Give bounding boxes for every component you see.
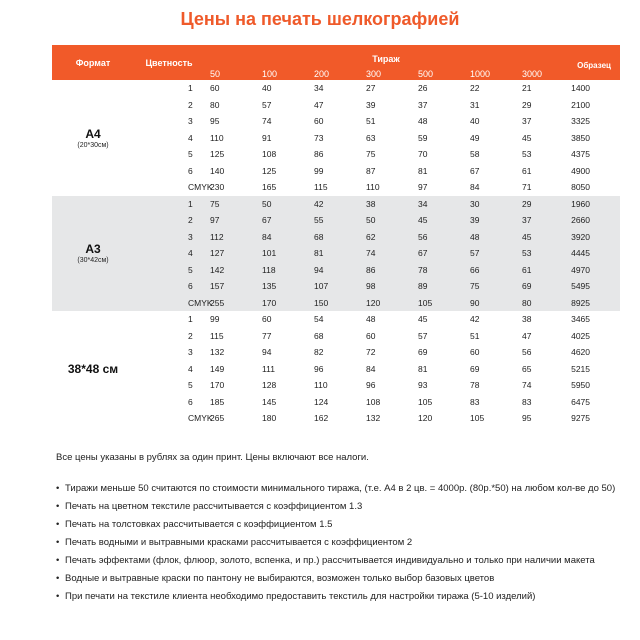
price-cell: 132 bbox=[204, 344, 256, 361]
group-38x48 bbox=[52, 311, 620, 427]
price-cell: 94 bbox=[256, 344, 308, 361]
price-cell: 38 bbox=[516, 311, 568, 328]
condition-item bbox=[56, 518, 631, 532]
color-count-cell: 3 bbox=[134, 344, 204, 361]
header-color: Цветность bbox=[134, 45, 204, 80]
sample-price-cell: 3850 bbox=[568, 130, 620, 147]
price-cell: 42 bbox=[308, 196, 360, 213]
price-cell: 128 bbox=[256, 377, 308, 394]
color-count-cell: 6 bbox=[134, 163, 204, 180]
price-cell: 61 bbox=[516, 262, 568, 279]
price-cell: 74 bbox=[360, 245, 412, 262]
price-cell: 42 bbox=[464, 311, 516, 328]
color-count-cell: 5 bbox=[134, 377, 204, 394]
sample-price-cell: 5950 bbox=[568, 377, 620, 394]
price-cell: 84 bbox=[464, 179, 516, 196]
price-cell: 27 bbox=[360, 80, 412, 97]
price-cell: 22 bbox=[464, 80, 516, 97]
price-cell: 30 bbox=[464, 196, 516, 213]
bullet-dot-icon: • bbox=[56, 537, 60, 548]
price-cell: 47 bbox=[308, 97, 360, 114]
header-sample: Образец bbox=[568, 45, 620, 80]
table-row bbox=[52, 410, 620, 427]
price-cell: 58 bbox=[464, 146, 516, 163]
group-a4 bbox=[52, 80, 620, 196]
price-cell: 118 bbox=[256, 262, 308, 279]
color-count-cell: 1 bbox=[134, 80, 204, 97]
price-cell: 75 bbox=[464, 278, 516, 295]
table-row bbox=[52, 311, 620, 328]
price-cell: 97 bbox=[412, 179, 464, 196]
price-cell: 55 bbox=[308, 212, 360, 229]
page-title: Цены на печать шелкографией bbox=[180, 9, 460, 29]
price-cell: 108 bbox=[360, 394, 412, 411]
price-cell: 75 bbox=[360, 146, 412, 163]
price-cell: 78 bbox=[412, 262, 464, 279]
condition-text: Тиражи меньше 50 считаются по стоимости минимального тиража, (т.е. А4 в 2 цв. = 4000р. (80р.*50) на любом кол-ве до 50) bbox=[65, 483, 616, 494]
price-cell: 37 bbox=[516, 212, 568, 229]
price-cell: 120 bbox=[412, 410, 464, 427]
table-row bbox=[52, 97, 620, 114]
header-qty: 100 bbox=[256, 67, 308, 80]
condition-item bbox=[56, 536, 631, 550]
group-a3 bbox=[52, 196, 620, 312]
price-cell: 26 bbox=[412, 80, 464, 97]
price-cell: 125 bbox=[256, 163, 308, 180]
price-cell: 82 bbox=[308, 344, 360, 361]
condition-text: Печать на цветном текстиле рассчитывается с коэффициентом 1.3 bbox=[65, 501, 363, 512]
price-cell: 98 bbox=[360, 278, 412, 295]
price-cell: 51 bbox=[360, 113, 412, 130]
conditions-list bbox=[56, 482, 631, 608]
format-name: 38*48 см bbox=[67, 361, 119, 376]
price-cell: 60 bbox=[360, 328, 412, 345]
price-cell: 49 bbox=[464, 130, 516, 147]
sample-price-cell: 3325 bbox=[568, 113, 620, 130]
sample-price-cell: 4375 bbox=[568, 146, 620, 163]
price-cell: 59 bbox=[412, 130, 464, 147]
table-row bbox=[52, 262, 620, 279]
sample-price-cell: 3465 bbox=[568, 311, 620, 328]
price-cell: 91 bbox=[256, 130, 308, 147]
price-cell: 39 bbox=[360, 97, 412, 114]
sample-price-cell: 4025 bbox=[568, 328, 620, 345]
price-cell: 157 bbox=[204, 278, 256, 295]
price-cell: 84 bbox=[360, 361, 412, 378]
price-cell: 150 bbox=[308, 295, 360, 312]
price-cell: 29 bbox=[516, 196, 568, 213]
price-cell: 38 bbox=[360, 196, 412, 213]
price-cell: 21 bbox=[516, 80, 568, 97]
price-cell: 68 bbox=[308, 229, 360, 246]
price-cell: 185 bbox=[204, 394, 256, 411]
condition-item bbox=[56, 482, 631, 496]
price-cell: 75 bbox=[204, 196, 256, 213]
color-count-cell: 4 bbox=[134, 361, 204, 378]
price-cell: 74 bbox=[256, 113, 308, 130]
price-cell: 95 bbox=[204, 113, 256, 130]
price-cell: 74 bbox=[516, 377, 568, 394]
color-count-cell: 1 bbox=[134, 196, 204, 213]
price-cell: 149 bbox=[204, 361, 256, 378]
price-cell: 84 bbox=[256, 229, 308, 246]
price-cell: 67 bbox=[256, 212, 308, 229]
color-count-cell: 1 bbox=[134, 311, 204, 328]
color-count-cell: CMYK bbox=[134, 179, 204, 196]
header-tirazh: Тираж bbox=[204, 45, 568, 67]
sample-price-cell: 2660 bbox=[568, 212, 620, 229]
condition-text: При печати на текстиле клиента необходимо предоставить текстиль для настройки тиража (5-10 изделий) bbox=[65, 591, 536, 602]
condition-text: Печать на толстовках рассчитывается с коэффициентом 1.5 bbox=[65, 519, 333, 530]
price-cell: 107 bbox=[308, 278, 360, 295]
price-cell: 37 bbox=[516, 113, 568, 130]
price-cell: 66 bbox=[464, 262, 516, 279]
color-count-cell: 2 bbox=[134, 212, 204, 229]
color-count-cell: 4 bbox=[134, 245, 204, 262]
price-cell: 34 bbox=[412, 196, 464, 213]
price-cell: 50 bbox=[256, 196, 308, 213]
price-cell: 101 bbox=[256, 245, 308, 262]
prices-note: Все цены указаны в рублях за один принт. Цены включают все налоги. bbox=[56, 452, 369, 463]
sample-price-cell: 1960 bbox=[568, 196, 620, 213]
price-cell: 105 bbox=[464, 410, 516, 427]
format-cell bbox=[52, 311, 134, 427]
price-cell: 50 bbox=[360, 212, 412, 229]
price-cell: 127 bbox=[204, 245, 256, 262]
table-row bbox=[52, 163, 620, 180]
header-qty: 50 bbox=[204, 67, 256, 80]
price-cell: 65 bbox=[516, 361, 568, 378]
table-row bbox=[52, 377, 620, 394]
price-cell: 86 bbox=[308, 146, 360, 163]
table-row bbox=[52, 179, 620, 196]
price-cell: 69 bbox=[464, 361, 516, 378]
table-row bbox=[52, 146, 620, 163]
price-cell: 81 bbox=[412, 361, 464, 378]
sample-price-cell: 4970 bbox=[568, 262, 620, 279]
price-cell: 170 bbox=[204, 377, 256, 394]
sample-price-cell: 4620 bbox=[568, 344, 620, 361]
bullet-dot-icon: • bbox=[56, 501, 60, 512]
price-cell: 60 bbox=[256, 311, 308, 328]
price-cell: 99 bbox=[204, 311, 256, 328]
color-count-cell: 3 bbox=[134, 113, 204, 130]
color-count-cell: 5 bbox=[134, 146, 204, 163]
price-cell: 140 bbox=[204, 163, 256, 180]
header-qty: 3000 bbox=[516, 67, 568, 80]
price-cell: 110 bbox=[204, 130, 256, 147]
sample-price-cell: 3920 bbox=[568, 229, 620, 246]
price-cell: 105 bbox=[412, 295, 464, 312]
price-cell: 56 bbox=[412, 229, 464, 246]
price-cell: 53 bbox=[516, 245, 568, 262]
price-cell: 57 bbox=[464, 245, 516, 262]
sample-price-cell: 5215 bbox=[568, 361, 620, 378]
price-cell: 96 bbox=[308, 361, 360, 378]
price-cell: 81 bbox=[308, 245, 360, 262]
price-cell: 105 bbox=[412, 394, 464, 411]
sample-price-cell: 8925 bbox=[568, 295, 620, 312]
bullet-dot-icon: • bbox=[56, 483, 60, 494]
condition-item bbox=[56, 572, 631, 586]
price-cell: 69 bbox=[516, 278, 568, 295]
table-row bbox=[52, 196, 620, 213]
price-cell: 48 bbox=[464, 229, 516, 246]
price-cell: 45 bbox=[412, 212, 464, 229]
table-row bbox=[52, 361, 620, 378]
condition-item bbox=[56, 554, 631, 568]
price-cell: 165 bbox=[256, 179, 308, 196]
color-count-cell: 6 bbox=[134, 394, 204, 411]
price-cell: 54 bbox=[308, 311, 360, 328]
price-cell: 60 bbox=[464, 344, 516, 361]
price-cell: 73 bbox=[308, 130, 360, 147]
price-cell: 60 bbox=[308, 113, 360, 130]
table-row bbox=[52, 278, 620, 295]
price-cell: 40 bbox=[256, 80, 308, 97]
price-cell: 83 bbox=[516, 394, 568, 411]
header-qty: 500 bbox=[412, 67, 464, 80]
price-cell: 31 bbox=[464, 97, 516, 114]
table-row bbox=[52, 295, 620, 312]
header-qty: 200 bbox=[308, 67, 360, 80]
bullet-dot-icon: • bbox=[56, 573, 60, 584]
color-count-cell: 3 bbox=[134, 229, 204, 246]
color-count-cell: 4 bbox=[134, 130, 204, 147]
price-cell: 77 bbox=[256, 328, 308, 345]
sample-price-cell: 4900 bbox=[568, 163, 620, 180]
price-cell: 67 bbox=[412, 245, 464, 262]
price-cell: 56 bbox=[516, 344, 568, 361]
header-row bbox=[52, 45, 620, 67]
condition-item bbox=[56, 500, 631, 514]
condition-text: Печать эффектами (флок, флюор, золото, вспенка, и пр.) рассчитывается индивидуально и только при наличии макета bbox=[65, 555, 595, 566]
color-count-cell: 2 bbox=[134, 328, 204, 345]
table-row bbox=[52, 245, 620, 262]
price-cell: 230 bbox=[204, 179, 256, 196]
price-cell: 110 bbox=[360, 179, 412, 196]
price-cell: 180 bbox=[256, 410, 308, 427]
price-cell: 72 bbox=[360, 344, 412, 361]
price-cell: 111 bbox=[256, 361, 308, 378]
price-cell: 45 bbox=[516, 130, 568, 147]
price-cell: 61 bbox=[516, 163, 568, 180]
format-name: А3 bbox=[85, 242, 101, 257]
price-cell: 51 bbox=[464, 328, 516, 345]
price-table bbox=[52, 45, 620, 427]
price-cell: 97 bbox=[204, 212, 256, 229]
bullet-dot-icon: • bbox=[56, 519, 60, 530]
bullet-dot-icon: • bbox=[56, 591, 60, 602]
sample-price-cell: 6475 bbox=[568, 394, 620, 411]
price-cell: 89 bbox=[412, 278, 464, 295]
price-cell: 255 bbox=[204, 295, 256, 312]
price-cell: 142 bbox=[204, 262, 256, 279]
price-cell: 81 bbox=[412, 163, 464, 180]
table-row bbox=[52, 344, 620, 361]
sample-price-cell: 9275 bbox=[568, 410, 620, 427]
price-cell: 99 bbox=[308, 163, 360, 180]
sample-price-cell: 4445 bbox=[568, 245, 620, 262]
price-cell: 57 bbox=[412, 328, 464, 345]
color-count-cell: 2 bbox=[134, 97, 204, 114]
condition-item bbox=[56, 590, 631, 604]
price-cell: 60 bbox=[204, 80, 256, 97]
price-cell: 57 bbox=[256, 97, 308, 114]
table-row bbox=[52, 229, 620, 246]
condition-text: Печать водными и вытравными красками рассчитывается с коэффициентом 2 bbox=[65, 537, 413, 548]
price-cell: 124 bbox=[308, 394, 360, 411]
table-row bbox=[52, 113, 620, 130]
sample-price-cell: 5495 bbox=[568, 278, 620, 295]
sample-price-cell: 1400 bbox=[568, 80, 620, 97]
price-cell: 80 bbox=[516, 295, 568, 312]
sample-price-cell: 8050 bbox=[568, 179, 620, 196]
price-cell: 53 bbox=[516, 146, 568, 163]
format-size: (30*42см) bbox=[77, 257, 109, 265]
header-qty: 1000 bbox=[464, 67, 516, 80]
price-cell: 86 bbox=[360, 262, 412, 279]
price-cell: 48 bbox=[360, 311, 412, 328]
format-name: А4 bbox=[85, 126, 101, 141]
price-cell: 94 bbox=[308, 262, 360, 279]
price-cell: 96 bbox=[360, 377, 412, 394]
price-cell: 132 bbox=[360, 410, 412, 427]
price-cell: 120 bbox=[360, 295, 412, 312]
color-count-cell: 6 bbox=[134, 278, 204, 295]
condition-text: Водные и вытравные краски по пантону не выбираются, возможен только выбор базовых цветов bbox=[65, 573, 495, 584]
price-cell: 45 bbox=[516, 229, 568, 246]
price-cell: 48 bbox=[412, 113, 464, 130]
color-count-cell: CMYK bbox=[134, 410, 204, 427]
price-cell: 29 bbox=[516, 97, 568, 114]
price-cell: 68 bbox=[308, 328, 360, 345]
price-cell: 69 bbox=[412, 344, 464, 361]
price-cell: 70 bbox=[412, 146, 464, 163]
price-cell: 45 bbox=[412, 311, 464, 328]
price-cell: 115 bbox=[308, 179, 360, 196]
price-cell: 108 bbox=[256, 146, 308, 163]
price-cell: 90 bbox=[464, 295, 516, 312]
price-cell: 93 bbox=[412, 377, 464, 394]
price-cell: 83 bbox=[464, 394, 516, 411]
price-cell: 265 bbox=[204, 410, 256, 427]
table-row bbox=[52, 328, 620, 345]
price-cell: 40 bbox=[464, 113, 516, 130]
table-row bbox=[52, 212, 620, 229]
price-cell: 112 bbox=[204, 229, 256, 246]
price-cell: 170 bbox=[256, 295, 308, 312]
price-cell: 62 bbox=[360, 229, 412, 246]
table-row bbox=[52, 80, 620, 97]
price-cell: 115 bbox=[204, 328, 256, 345]
price-cell: 34 bbox=[308, 80, 360, 97]
color-count-cell: 5 bbox=[134, 262, 204, 279]
header-qty: 300 bbox=[360, 67, 412, 80]
price-cell: 37 bbox=[412, 97, 464, 114]
header-format: Формат bbox=[52, 45, 134, 80]
price-cell: 162 bbox=[308, 410, 360, 427]
price-cell: 80 bbox=[204, 97, 256, 114]
price-cell: 125 bbox=[204, 146, 256, 163]
price-cell: 47 bbox=[516, 328, 568, 345]
price-cell: 87 bbox=[360, 163, 412, 180]
format-cell bbox=[52, 196, 134, 312]
table-row bbox=[52, 394, 620, 411]
color-count-cell: CMYK bbox=[134, 295, 204, 312]
price-cell: 110 bbox=[308, 377, 360, 394]
sample-price-cell: 2100 bbox=[568, 97, 620, 114]
bullet-dot-icon: • bbox=[56, 555, 60, 566]
price-cell: 71 bbox=[516, 179, 568, 196]
format-cell bbox=[52, 80, 134, 196]
price-cell: 145 bbox=[256, 394, 308, 411]
price-cell: 67 bbox=[464, 163, 516, 180]
price-cell: 78 bbox=[464, 377, 516, 394]
price-cell: 95 bbox=[516, 410, 568, 427]
price-cell: 39 bbox=[464, 212, 516, 229]
table-row bbox=[52, 130, 620, 147]
price-cell: 63 bbox=[360, 130, 412, 147]
price-cell: 135 bbox=[256, 278, 308, 295]
format-size: (20*30см) bbox=[77, 141, 109, 149]
